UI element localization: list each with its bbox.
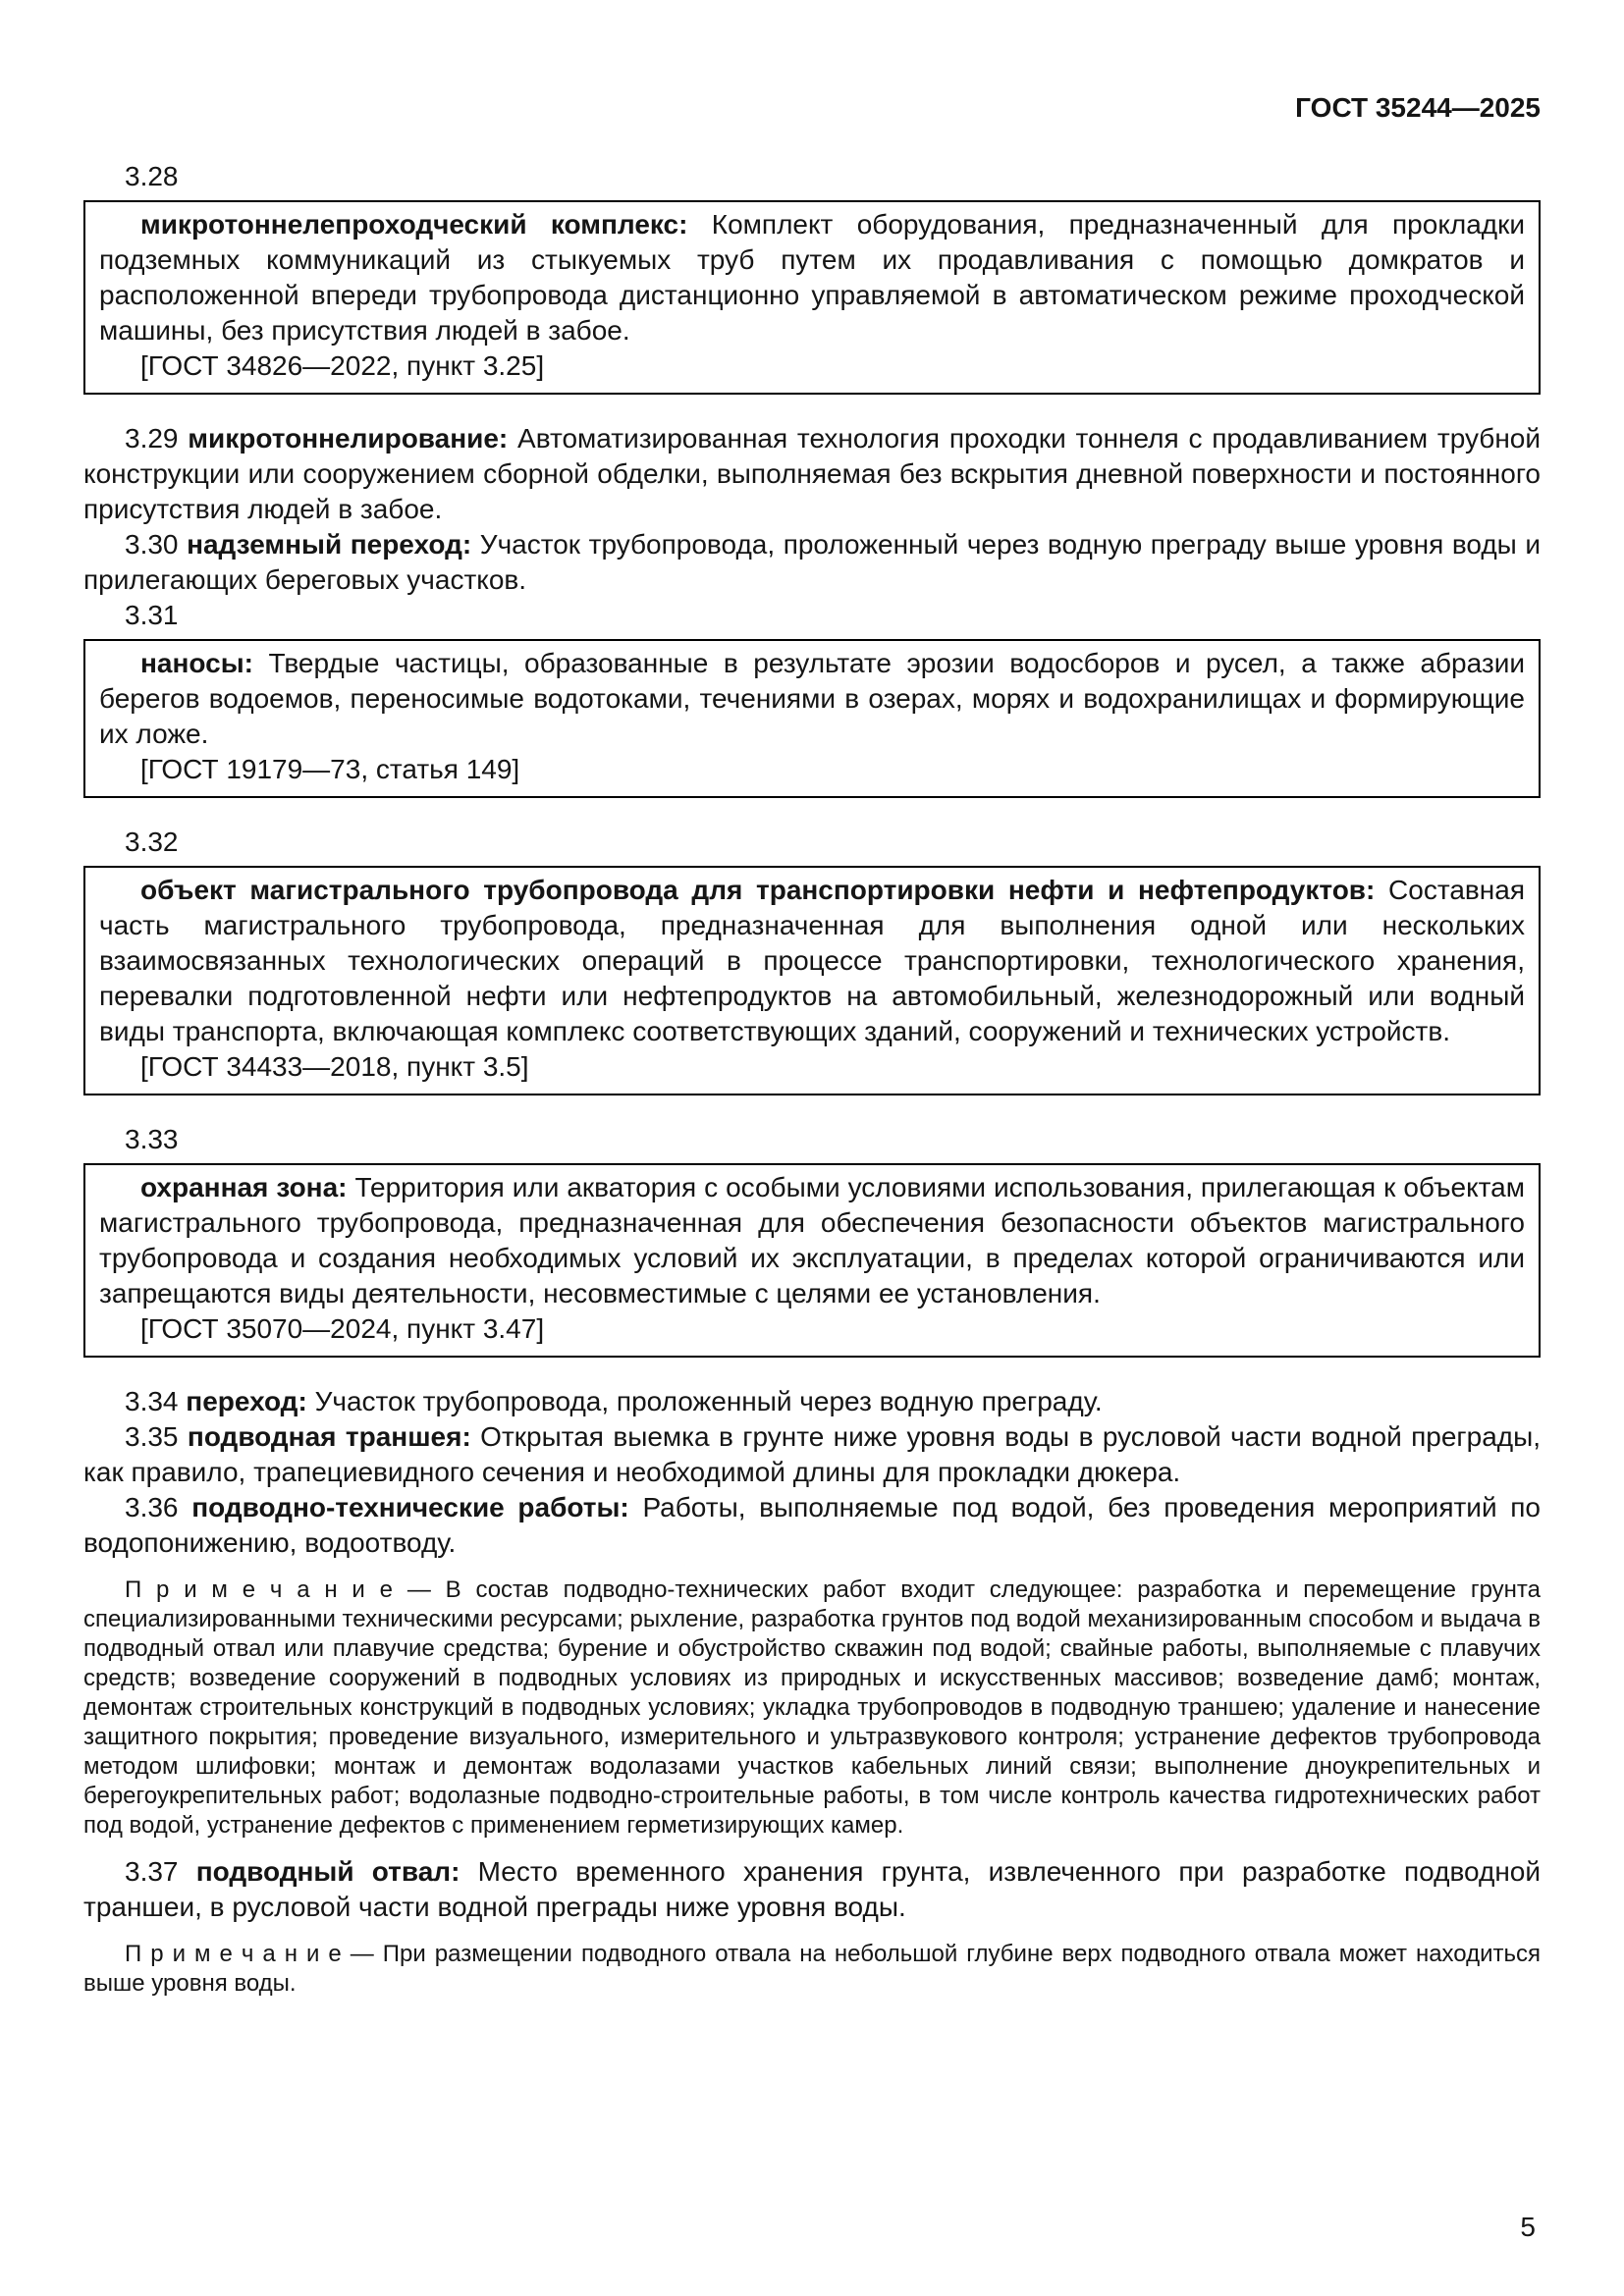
definition-text-3-36: Работы, выполняемые под водой, без проведения мероприятий по водопонижению, водоотводу.: [83, 1492, 1542, 1558]
source-reference-3-32: [ГОСТ 34433—2018, пункт 3.5]: [140, 1051, 529, 1082]
clause-number-3-30: 3.30: [125, 529, 179, 560]
definition-paragraph-3-32: [99, 873, 1525, 1049]
defined-term-3-31: наносы:: [140, 648, 253, 678]
clause-number-3-32: 3.32: [125, 827, 179, 857]
source-reference-3-33: [ГОСТ 35070—2024, пункт 3.47]: [140, 1313, 545, 1344]
clause-number-3-37: 3.37: [125, 1856, 179, 1887]
defined-term-3-33: охранная зона:: [140, 1172, 348, 1202]
definition-box-3-28: [83, 200, 1541, 395]
definition-box-3-33: [83, 1163, 1541, 1358]
definition-paragraph-3-28: [99, 207, 1525, 348]
note-text-3-37: — При размещении подводного отвала на небольшой глубине верх подводного отвала может находиться выше уровня воды.: [83, 1941, 1542, 1997]
clause-3-37: [83, 1854, 1541, 1925]
defined-term-3-32: объект магистрального трубопровода для транспортировки нефти и нефтепродуктов:: [140, 875, 1376, 905]
clause-3-35: [83, 1419, 1541, 1490]
definition-text-3-30: Участок трубопровода, проложенный через водную преграду выше уровня воды и прилегающих береговых участков.: [83, 529, 1541, 595]
clause-number-3-34: 3.34: [125, 1386, 179, 1416]
clause-number-3-29: 3.29: [125, 423, 179, 454]
clause-3-34: [83, 1384, 1541, 1419]
clause-3-36: [83, 1490, 1541, 1561]
clause-number-3-35: 3.35: [125, 1421, 179, 1452]
definition-box-3-32: [83, 866, 1541, 1095]
defined-term-3-37: подводный отвал:: [195, 1856, 460, 1887]
clause-number-3-33: 3.33: [125, 1124, 179, 1154]
note-label-3-37: П р и м е ч а н и е: [125, 1941, 342, 1967]
note-label-3-36: П р и м е ч а н и е: [125, 1576, 393, 1603]
definition-text-3-37: Место временного хранения грунта, извлеченного при разработке подводной траншеи, в русловой части водной преграды ниже уровня воды.: [83, 1856, 1542, 1922]
source-reference-3-28: [ГОСТ 34826—2022, пункт 3.25]: [140, 350, 545, 381]
definition-text-3-28: Комплект оборудования, предназначенный для прокладки подземных коммуникаций из стыкуемых труб путем их продавливания с помощью домкратов и расположенной впереди трубопровода дистанционно управляемой в автоматическом режиме проходческой машины, без присутствия людей в забое.: [99, 209, 1526, 346]
definition-text-3-32: Составная часть магистрального трубопровода, предназначенная для выполнения одной или нескольких взаимосвязанных технологических операций в процессе транспортировки, технологического хранения, перевалки подготовленной нефти или нефтепродуктов на автомобильный, железнодорожный или водный виды транспорта, включающая комплекс соответствующих зданий, сооружений и технических устройств.: [99, 875, 1525, 1046]
definition-text-3-35: Открытая выемка в грунте ниже уровня воды в русловой части водной преграды, как правило, трапециевидного сечения и необходимой длины для прокладки дюкера.: [83, 1421, 1542, 1487]
definition-text-3-33: Территория или акватория с особыми условиями использования, прилегающая к объектам магистрального трубопровода, предназначенная для обеспечения безопасности объектов магистрального трубопровода и создания необходимых условий их эксплуатации, в пределах которой ограничиваются или запрещаются виды деятельности, несовместимые с целями ее установления.: [99, 1172, 1525, 1308]
source-reference-3-31: [ГОСТ 19179—73, статья 149]: [140, 754, 520, 784]
definition-paragraph-3-31: [99, 646, 1525, 752]
defined-term-3-30: надземный переход:: [187, 529, 472, 560]
document-content: [83, 159, 1541, 1999]
note-3-37: [83, 1940, 1541, 1999]
page-number: 5: [1520, 2212, 1536, 2242]
clause-number-3-31: 3.31: [125, 600, 179, 630]
standard-number: ГОСТ 35244—2025: [1295, 92, 1541, 123]
clause-number-3-36: 3.36: [125, 1492, 179, 1522]
document-header: [83, 90, 1541, 126]
definition-box-3-31: [83, 639, 1541, 798]
definition-text-3-29: Автоматизированная технология проходки тоннеля с продавливанием трубной конструкции или сооружением сборной обделки, выполняемая без вскрытия дневной поверхности и постоянного присутствия людей в забое.: [83, 423, 1542, 524]
definition-text-3-34: Участок трубопровода, проложенный через водную преграду.: [314, 1386, 1103, 1416]
definition-paragraph-3-33: [99, 1170, 1525, 1311]
note-text-3-36: — В состав подводно-технических работ входит следующее: разработка и перемещение грунта специализированными техническими ресурсами; рыхление, разработка грунтов под водой механизированным способом и выдача в подводный отвал или плавучие средства; бурение и обустройство скважин под водой; свайные работы, выполняемые с плавучих средств; возведение сооружений в подводных условиях из природных и искусственных массивов; возведение дамб; монтаж, демонтаж строительных конструкций в подводных условиях; укладка трубопроводов в подводную траншею; удаление и нанесение защитного покрытия; проведение визуального, измерительного и ультразвукового контроля; устранение дефектов трубопровода методом шлифовки; монтаж и демонтаж водолазами участков кабельных линий связи; выполнение дноукрепительных и берегоукрепительных работ; водолазные подводно-строительные работы, в том числе контроль качества гидротехнических работ под водой, устранение дефектов с применением герметизирующих камер.: [83, 1576, 1541, 1839]
clause-number-3-28: 3.28: [125, 161, 179, 191]
definition-text-3-31: Твердые частицы, образованные в результате эрозии водосборов и русел, а также абразии берегов водоемов, переносимые водотоками, течениями в озерах, морях и водохранилищах и формирующие их ложе.: [99, 648, 1526, 749]
defined-term-3-29: микротоннелирование:: [188, 423, 509, 454]
clause-3-29: [83, 421, 1541, 527]
defined-term-3-35: подводная траншея:: [187, 1421, 471, 1452]
note-3-36: [83, 1575, 1541, 1841]
defined-term-3-34: переход:: [186, 1386, 307, 1416]
defined-term-3-36: подводно-технические работы:: [191, 1492, 629, 1522]
defined-term-3-28: микротоннелепроходческий комплекс:: [140, 209, 688, 240]
clause-3-30: [83, 527, 1541, 598]
